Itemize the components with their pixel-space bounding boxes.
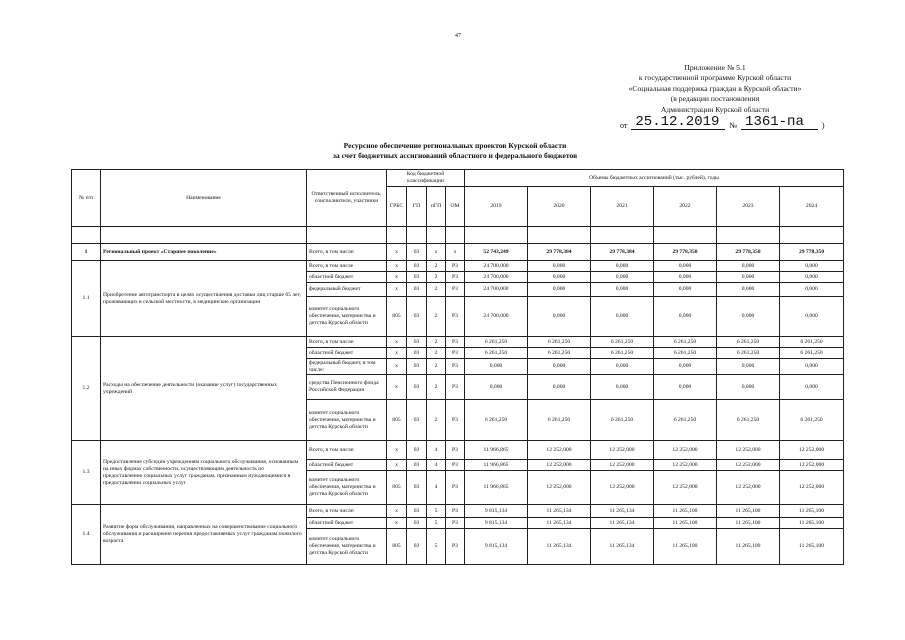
value-cell: 0,000 [591, 375, 654, 400]
value-cell: 0,000 [654, 375, 717, 400]
closing-paren: ) [821, 121, 825, 130]
row-name: Региональный проект «Старшее поколение» [101, 244, 307, 261]
grbs-cell: x [387, 359, 407, 375]
gp-cell: 03 [407, 400, 427, 441]
value-cell: 11 966,865 [465, 460, 528, 471]
gp-cell: 03 [407, 460, 427, 471]
appendix-line: (в редакции постановления [670, 94, 760, 104]
value-cell: 6 261,250 [528, 400, 591, 441]
value-cell: 9 815,134 [465, 529, 528, 565]
table-row [72, 337, 844, 348]
grbs-cell: x [387, 261, 407, 272]
om-cell: P3 [446, 505, 465, 518]
value-cell: 0,000 [780, 375, 844, 400]
header-name: Наименование [101, 170, 307, 227]
value-cell: 52 743,249 [465, 244, 528, 261]
value-cell: 12 252,000 [591, 460, 654, 471]
header-om: ОМ [446, 187, 465, 227]
value-cell: 0,000 [654, 272, 717, 283]
value-cell: 6 261,250 [717, 337, 780, 348]
value-cell: 11 265,134 [591, 518, 654, 529]
header-year: 2021 [591, 187, 654, 227]
grbs-cell: x [387, 337, 407, 348]
value-cell: 0,000 [654, 261, 717, 272]
gp-cell: 03 [407, 348, 427, 359]
value-cell: 11 265,100 [717, 505, 780, 518]
grbs-cell: x [387, 244, 407, 261]
pgp-cell: 2 [427, 348, 446, 359]
value-cell: 0,000 [528, 283, 591, 297]
om-cell: P3 [446, 460, 465, 471]
value-cell: 12 252,000 [717, 441, 780, 460]
appendix-line: Администрации Курской области [660, 104, 770, 114]
executor-cell: Всего, в том числе: [307, 441, 387, 460]
table-row [72, 505, 844, 518]
table-row [72, 261, 844, 272]
value-cell: 0,000 [528, 375, 591, 400]
grbs-cell: 805 [387, 471, 407, 505]
table-row [72, 244, 844, 261]
budget-table [71, 169, 844, 565]
gp-cell: 03 [407, 283, 427, 297]
value-cell: 11 265,134 [528, 505, 591, 518]
value-cell: 6 261,250 [717, 348, 780, 359]
value-cell: 0,000 [465, 375, 528, 400]
header-code-group: Код бюджетной классификации [387, 170, 465, 187]
grbs-cell: x [387, 518, 407, 529]
value-cell: 12 252,000 [528, 460, 591, 471]
value-cell: 11 265,100 [654, 518, 717, 529]
header-year: 2022 [654, 187, 717, 227]
gp-cell: 03 [407, 518, 427, 529]
value-cell: 6 261,250 [591, 337, 654, 348]
grbs-cell: 805 [387, 297, 407, 337]
value-cell: 0,000 [528, 261, 591, 272]
gp-cell: 03 [407, 261, 427, 272]
value-cell: 12 252,000 [654, 460, 717, 471]
value-cell: 9 815,134 [465, 505, 528, 518]
row-name: Предоставление субсидии учреждениям социального обслуживания, основанным на иных формах собственности, осуществляющим деятельность по предоставлению социальных услуг гражданам, признанным нуждающимися в предоставлении социальных услуг [101, 441, 307, 505]
grbs-cell: x [387, 348, 407, 359]
number-label: № [729, 121, 738, 130]
value-cell: 0,000 [591, 272, 654, 283]
header-grbs: ГРБС [387, 187, 407, 227]
gp-cell: 03 [407, 471, 427, 505]
om-cell: P3 [446, 272, 465, 283]
row-name: Расходы на обеспечение деятельности (оказание услуг) государственных учреждений [101, 337, 307, 441]
header-gp: ГП [407, 187, 427, 227]
value-cell: 11 265,100 [654, 505, 717, 518]
value-cell: 0,000 [717, 375, 780, 400]
pgp-cell: 2 [427, 283, 446, 297]
table-body [72, 244, 844, 565]
executor-cell: федеральный бюджет [307, 283, 387, 297]
value-cell: 6 261,250 [528, 348, 591, 359]
value-cell: 24 700,000 [465, 272, 528, 283]
value-cell: 12 252,000 [654, 471, 717, 505]
value-cell: 12 252,000 [780, 460, 844, 471]
value-cell: 11 265,100 [654, 529, 717, 565]
value-cell: 12 252,000 [717, 471, 780, 505]
header-year: 2019 [465, 187, 528, 227]
value-cell: 11 966,865 [465, 441, 528, 460]
value-cell: 6 261,250 [465, 337, 528, 348]
gp-cell: 03 [407, 337, 427, 348]
page-number: 47 [455, 33, 461, 39]
pgp-cell: 2 [427, 400, 446, 441]
value-cell: 9 815,134 [465, 518, 528, 529]
pgp-cell: 2 [427, 297, 446, 337]
pgp-cell: 4 [427, 471, 446, 505]
value-cell: 11 265,134 [528, 518, 591, 529]
om-cell: P3 [446, 297, 465, 337]
grbs-cell: x [387, 272, 407, 283]
executor-cell: областной бюджет [307, 518, 387, 529]
om-cell: P3 [446, 375, 465, 400]
value-cell: 12 252,000 [654, 441, 717, 460]
gp-cell: 03 [407, 529, 427, 565]
value-cell: 11 265,100 [780, 505, 844, 518]
pgp-cell: x [427, 244, 446, 261]
resolution-date-line [620, 115, 825, 130]
appendix-line: Приложение № 5.1 [684, 63, 746, 72]
grbs-cell: x [387, 375, 407, 400]
pgp-cell: 2 [427, 375, 446, 400]
row-number: 1.1 [72, 261, 101, 337]
value-cell: 0,000 [591, 283, 654, 297]
value-cell: 6 261,250 [591, 400, 654, 441]
gp-cell: 03 [407, 359, 427, 375]
value-cell: 0,000 [780, 261, 844, 272]
value-cell: 6 261,250 [465, 400, 528, 441]
executor-cell: комитет социального обеспечения, материнства и детства Курской области [307, 471, 387, 505]
header-year: 2020 [528, 187, 591, 227]
title-line-2: за счет бюджетных ассигнований областного и федерального бюджетов [332, 151, 578, 160]
value-cell: 24 700,000 [465, 283, 528, 297]
value-cell: 12 252,000 [717, 460, 780, 471]
value-cell: 6 261,250 [528, 337, 591, 348]
gp-cell: 03 [407, 375, 427, 400]
value-cell: 0,000 [591, 261, 654, 272]
resolution-number: 1361-па [741, 115, 818, 130]
gp-cell: 03 [407, 441, 427, 460]
om-cell: P3 [446, 518, 465, 529]
row-name: Развитие форм обслуживания, направленных на совершенствование социального обслуживания и расширение перечня предоставляемых услуг гражданам пожилого возраста [101, 505, 307, 565]
grbs-cell: x [387, 460, 407, 471]
value-cell: 0,000 [591, 359, 654, 375]
value-cell: 29 778,384 [528, 244, 591, 261]
grbs-cell: x [387, 505, 407, 518]
from-label: от [620, 121, 628, 130]
value-cell: 11 265,100 [780, 529, 844, 565]
executor-cell: областной бюджет [307, 272, 387, 283]
value-cell: 6 261,250 [591, 348, 654, 359]
value-cell: 0,000 [654, 283, 717, 297]
executor-cell: Всего, в том числе [307, 261, 387, 272]
executor-cell: комитет социального обеспечения, материнства и детства Курской области [307, 400, 387, 441]
column-number-row [72, 227, 844, 244]
header-pgp: пГП [427, 187, 446, 227]
executor-cell: Всего, в том числе: [307, 244, 387, 261]
value-cell: 12 252,000 [780, 471, 844, 505]
value-cell: 24 700,000 [465, 261, 528, 272]
value-cell: 0,000 [717, 359, 780, 375]
value-cell: 0,000 [465, 359, 528, 375]
pgp-cell: 4 [427, 441, 446, 460]
value-cell: 0,000 [717, 283, 780, 297]
grbs-cell: x [387, 441, 407, 460]
header-num: № п/п [72, 170, 101, 227]
pgp-cell: 2 [427, 359, 446, 375]
value-cell: 11 265,100 [717, 518, 780, 529]
executor-cell: областной бюджет [307, 348, 387, 359]
value-cell: 6 261,250 [780, 400, 844, 441]
gp-cell: 03 [407, 244, 427, 261]
appendix-line: «Социальная поддержка граждан в Курской области» [628, 83, 802, 93]
value-cell: 0,000 [528, 272, 591, 283]
om-cell: P3 [446, 400, 465, 441]
value-cell: 12 252,000 [528, 441, 591, 460]
grbs-cell: 805 [387, 529, 407, 565]
value-cell: 11 265,100 [780, 518, 844, 529]
pgp-cell: 5 [427, 529, 446, 565]
value-cell: 0,000 [717, 261, 780, 272]
value-cell: 0,000 [780, 297, 844, 337]
header-volumes-group: Объемы бюджетных ассигнований (тыс. рублей), годы [465, 170, 844, 187]
value-cell: 0,000 [528, 359, 591, 375]
gp-cell: 03 [407, 272, 427, 283]
appendix-block [600, 63, 830, 115]
value-cell: 11 265,100 [717, 529, 780, 565]
row-number: 1.4 [72, 505, 101, 565]
value-cell: 6 261,250 [717, 400, 780, 441]
value-cell: 12 252,000 [591, 441, 654, 460]
om-cell: P3 [446, 261, 465, 272]
om-cell: P3 [446, 359, 465, 375]
value-cell: 29 778,350 [780, 244, 844, 261]
value-cell: 0,000 [717, 272, 780, 283]
value-cell: 11 265,134 [591, 505, 654, 518]
executor-cell: средства Пенсионного фонда Российской Федерации [307, 375, 387, 400]
om-cell: P3 [446, 348, 465, 359]
value-cell: 11 265,134 [591, 529, 654, 565]
gp-cell: 03 [407, 297, 427, 337]
om-cell: P3 [446, 471, 465, 505]
value-cell: 29 778,350 [717, 244, 780, 261]
header-year: 2024 [780, 187, 844, 227]
executor-cell: комитет социального обеспечения, материнства и детства Курской области [307, 297, 387, 337]
pgp-cell: 2 [427, 337, 446, 348]
value-cell: 0,000 [654, 359, 717, 375]
om-cell: P3 [446, 441, 465, 460]
grbs-cell: x [387, 283, 407, 297]
row-number: 1 [72, 244, 101, 261]
header-executor: Ответственный исполнитель, соисполнители, участники [307, 170, 387, 227]
value-cell: 29 778,384 [591, 244, 654, 261]
executor-cell: комитет социального обеспечения, материнства и детства Курской области [307, 529, 387, 565]
om-cell: x [446, 244, 465, 261]
grbs-cell: 805 [387, 400, 407, 441]
pgp-cell: 2 [427, 272, 446, 283]
gp-cell: 03 [407, 505, 427, 518]
value-cell: 0,000 [780, 272, 844, 283]
document-title [300, 141, 610, 161]
value-cell: 0,000 [780, 283, 844, 297]
om-cell: P3 [446, 337, 465, 348]
value-cell: 0,000 [528, 297, 591, 337]
value-cell: 12 252,000 [780, 441, 844, 460]
executor-cell: Всего, в том числе: [307, 505, 387, 518]
value-cell: 11 966,865 [465, 471, 528, 505]
resolution-date: 25.12.2019 [631, 115, 725, 130]
executor-cell: областной бюджет [307, 460, 387, 471]
value-cell: 12 252,000 [591, 471, 654, 505]
value-cell: 6 261,250 [465, 348, 528, 359]
value-cell: 6 261,250 [654, 348, 717, 359]
pgp-cell: 5 [427, 518, 446, 529]
value-cell: 0,000 [654, 297, 717, 337]
value-cell: 0,000 [717, 297, 780, 337]
value-cell: 0,000 [591, 297, 654, 337]
title-line-1: Ресурсное обеспечение региональных проектов Курской области [343, 141, 567, 150]
value-cell: 11 265,134 [528, 529, 591, 565]
pgp-cell: 5 [427, 505, 446, 518]
appendix-line: к государственной программе Курской области [638, 73, 792, 83]
value-cell: 6 261,250 [780, 348, 844, 359]
value-cell: 6 261,250 [654, 400, 717, 441]
value-cell: 29 778,350 [654, 244, 717, 261]
table-header [72, 170, 844, 244]
value-cell: 12 252,000 [528, 471, 591, 505]
row-number: 1.2 [72, 337, 101, 441]
executor-cell: федеральный бюджет, в том числе: [307, 359, 387, 375]
om-cell: P3 [446, 529, 465, 565]
row-number: 1.3 [72, 441, 101, 505]
value-cell: 6 261,250 [654, 337, 717, 348]
row-name: Приобретение автотранспорта в целях осуществления доставки лиц старше 65 лет, проживающих в сельской местности, в медицинские организации [101, 261, 307, 337]
om-cell: P3 [446, 283, 465, 297]
header-year: 2023 [717, 187, 780, 227]
pgp-cell: 2 [427, 261, 446, 272]
value-cell: 24 700,000 [465, 297, 528, 337]
table-row [72, 441, 844, 460]
value-cell: 6 261,250 [780, 337, 844, 348]
pgp-cell: 4 [427, 460, 446, 471]
executor-cell: Всего, в том числе: [307, 337, 387, 348]
value-cell: 0,000 [780, 359, 844, 375]
